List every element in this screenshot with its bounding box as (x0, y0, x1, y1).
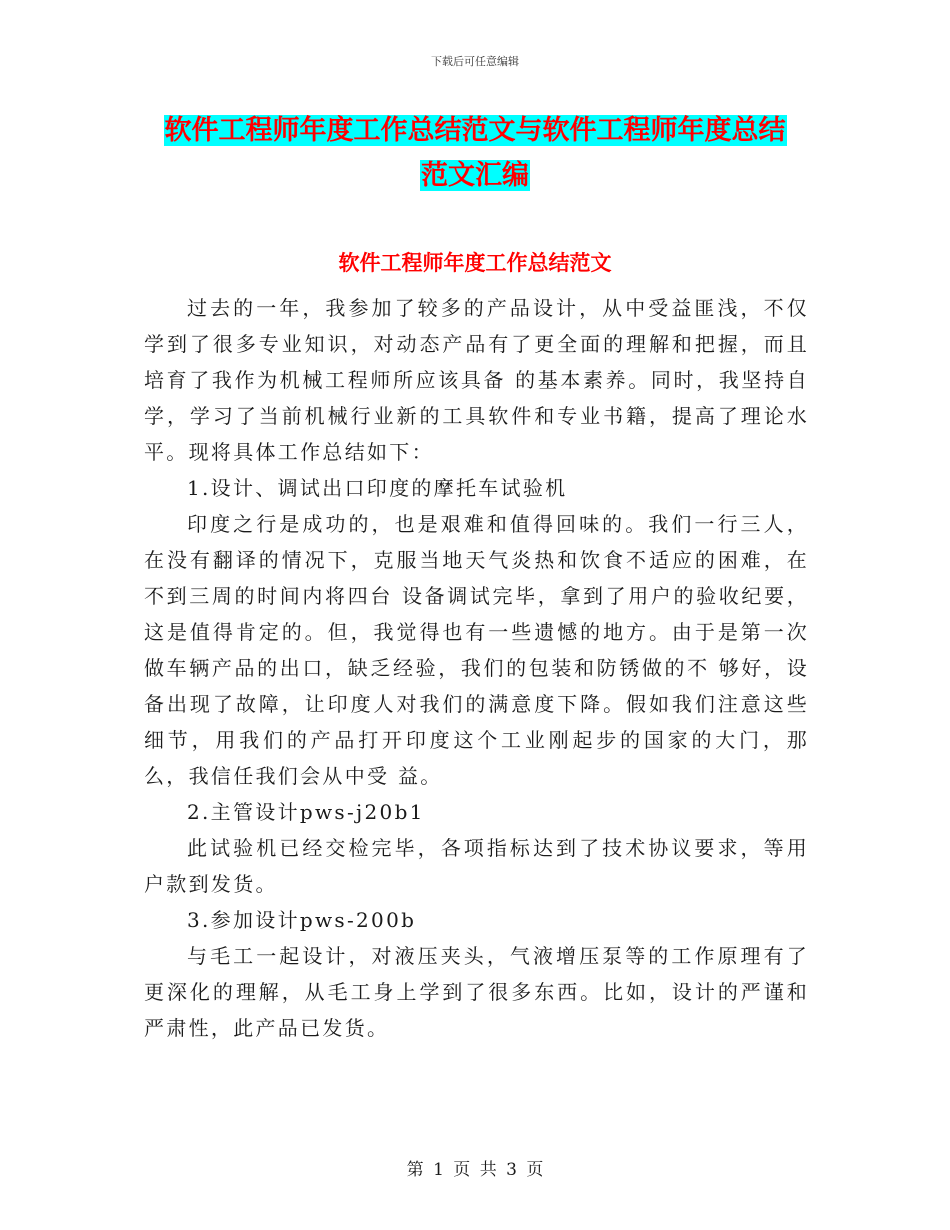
section-title: 软件工程师年度工作总结范文 (338, 251, 612, 275)
document-body (144, 290, 809, 1046)
item-heading-2: 2.主管设计pws-j20b1 (187, 800, 425, 824)
item-heading-1: 1.设计、调试出口印度的摩托车试验机 (187, 476, 568, 500)
document-title-text-2: 范文汇编 (421, 160, 529, 191)
header-note: 下载后可任意编辑 (431, 55, 519, 68)
intro-paragraph: 过去的一年，我参加了较多的产品设计，从中受益匪浅，不仅学到了很多专业知识，对动态产品有了更全面的理解和把握，而且培育了我作为机械工程师所应该具备 的基本素养。同时，我坚持自学，学习了当前机械行业新的工具软件和专业书籍，提高了理论水平。现将具体工作总结如下： (144, 296, 809, 464)
document-title-line-2 (0, 157, 950, 195)
document-title-text-1: 软件工程师年度工作总结范文与软件工程师年度总结 (164, 115, 786, 146)
item-paragraph-3: 与毛工一起设计，对液压夹头，气液增压泵等的工作原理有了更深化的理解，从毛工身上学到了很多东西。比如，设计的严谨和严肃性，此产品已发货。 (144, 944, 809, 1040)
document-title-line-1 (0, 112, 950, 150)
item-paragraph-2: 此试验机已经交检完毕，各项指标达到了技术协议要求，等用户款到发货。 (144, 836, 809, 896)
item-paragraph-1: 印度之行是成功的，也是艰难和值得回味的。我们一行三人，在没有翻译的情况下，克服当地天气炎热和饮食不适应的困难，在不到三周的时间内将四台 设备调试完毕，拿到了用户的验收纪要，这是值得肯定的。但，我觉得也有一些遗憾的地方。由于是第一次做车辆产品的出口，缺乏经验，我们的包装和防锈做的不 够好，设备出现了故障，让印度人对我们的满意度下降。假如我们注意这些细节，用我们的产品打开印度这个工业刚起步的国家的大门，那么，我信任我们会从中受 益。 (144, 512, 809, 788)
item-heading-3: 3.参加设计pws-200b (187, 908, 417, 932)
page-footer: 第 1 页 共 3 页 (406, 1160, 544, 1180)
